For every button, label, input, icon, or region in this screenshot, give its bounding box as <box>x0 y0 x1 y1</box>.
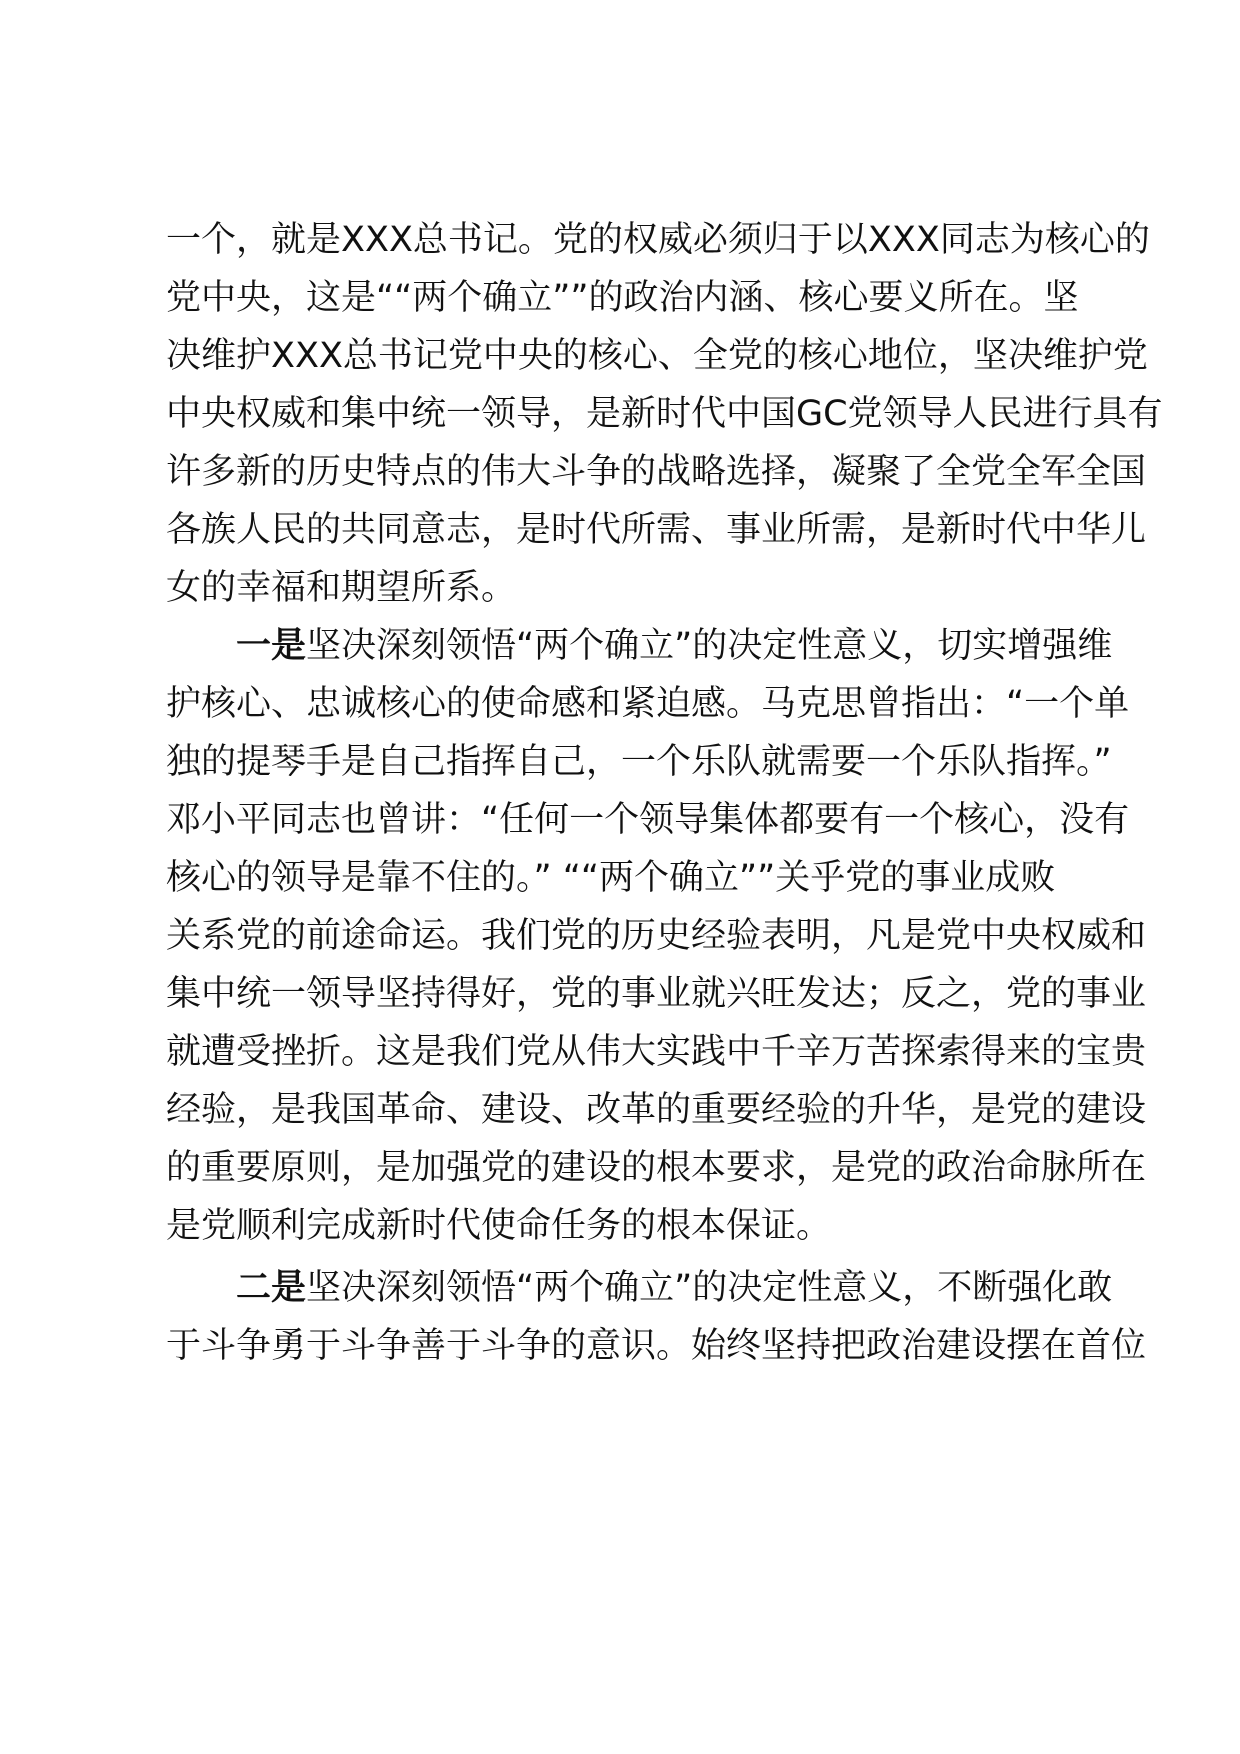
text-line: 护核心、忠诚核心的使命感和紧迫感。马克思曾指出：“一个单 <box>166 684 1130 724</box>
text-line: 各族人民的共同意志，是时代所需、事业所需，是新时代中华儿 <box>166 510 1147 550</box>
text-line: 女的幸福和期望所系。 <box>166 568 517 608</box>
text-line: 邓小平同志也曾讲：“任何一个领导集体都要有一个核心，没有 <box>166 800 1130 840</box>
paragraph-first-line <box>236 1258 1112 1318</box>
text-line: 于斗争勇于斗争善于斗争的意识。始终坚持把政治建设摆在首位 <box>166 1326 1147 1366</box>
paragraph-lead: 一是 <box>236 626 307 666</box>
text-line: 许多新的历史特点的伟大斗争的战略选择，凝聚了全党全军全国 <box>166 452 1147 492</box>
text-line: 的重要原则，是加强党的建设的根本要求，是党的政治命脉所在 <box>166 1148 1147 1188</box>
text-line: 决维护XXX总书记党中央的核心、全党的核心地位，坚决维护党 <box>166 336 1148 376</box>
paragraph-lead: 二是 <box>236 1268 307 1308</box>
text-line: 关系党的前途命运。我们党的历史经验表明，凡是党中央权威和 <box>166 916 1147 956</box>
paragraph-first-line <box>236 616 1112 676</box>
paragraph-text: 坚决深刻领悟“两个确立”的决定性意义，切实增强维 <box>306 626 1113 666</box>
paragraph-text: 坚决深刻领悟“两个确立”的决定性意义，不断强化敢 <box>306 1268 1113 1308</box>
text-line: 经验，是我国革命、建设、改革的重要经验的升华，是党的建设 <box>166 1090 1147 1130</box>
text-line: 党中央，这是““两个确立””的政治内涵、核心要义所在。坚 <box>166 278 1079 318</box>
text-line: 核心的领导是靠不住的。” ““两个确立””关乎党的事业成败 <box>166 858 1056 898</box>
text-line: 就遭受挫折。这是我们党从伟大实践中千辛万苦探索得来的宝贵 <box>166 1032 1147 1072</box>
text-line: 是党顺利完成新时代使命任务的根本保证。 <box>166 1206 832 1246</box>
text-line: 中央权威和集中统一领导，是新时代中国GC党领导人民进行具有 <box>166 394 1163 434</box>
text-line: 集中统一领导坚持得好，党的事业就兴旺发达；反之，党的事业 <box>166 974 1147 1014</box>
text-line: 一个，就是XXX总书记。党的权威必须归于以XXX同志为核心的 <box>166 220 1150 260</box>
text-line: 独的提琴手是自己指挥自己，一个乐队就需要一个乐队指挥。” <box>166 742 1112 782</box>
